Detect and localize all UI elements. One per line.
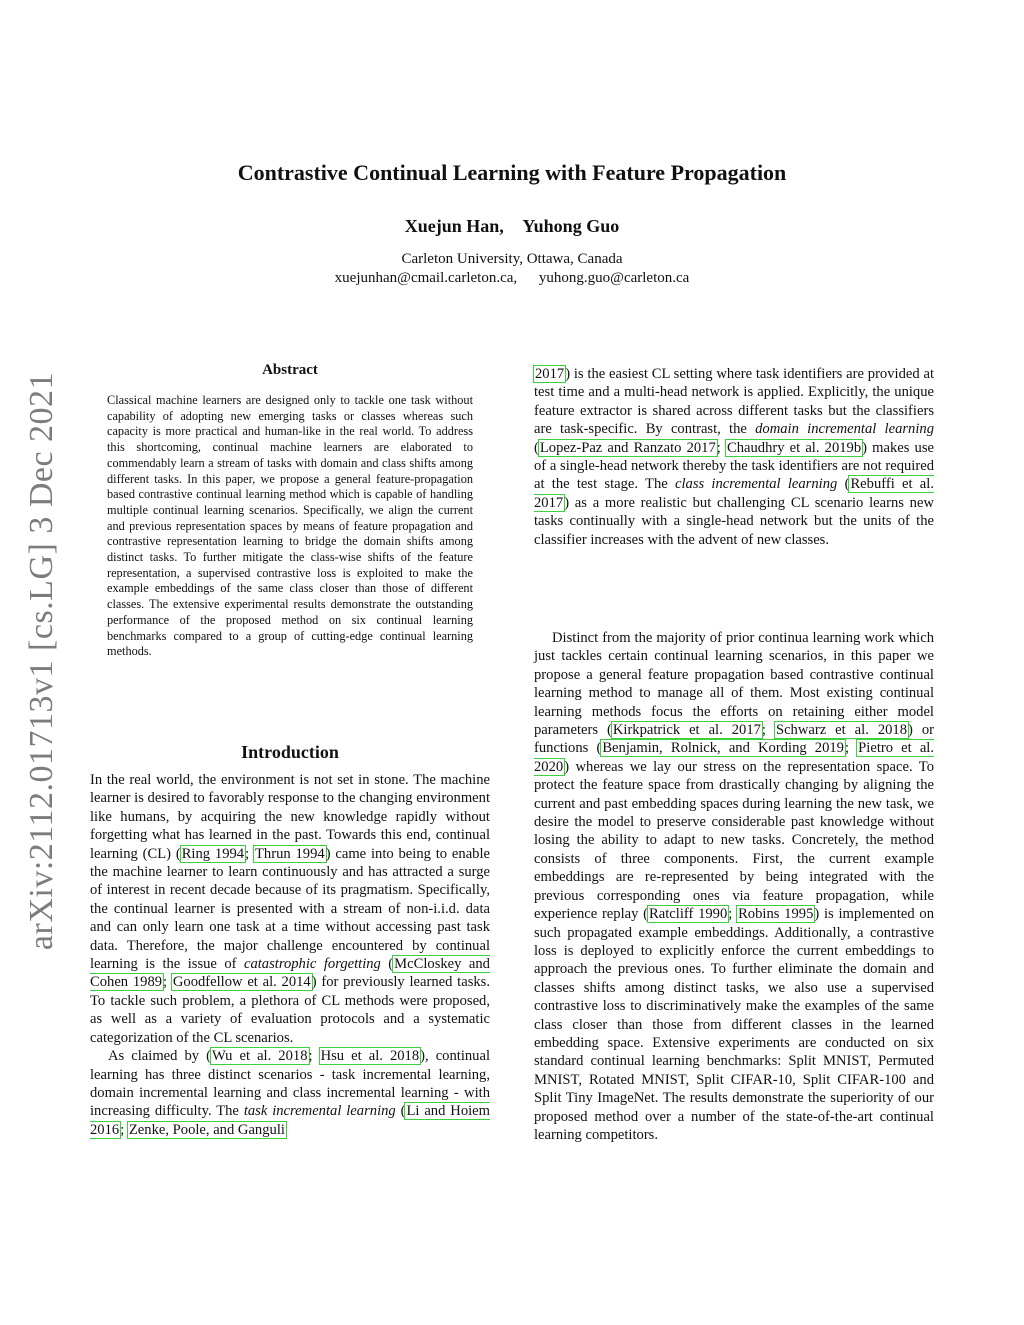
introduction-heading: Introduction (241, 742, 339, 762)
abstract-text: Classical machine learners are designed only to tackle one task without capability of adopting new emerging tasks or classes whereas such capacity is more practical and human-like in the real world. To address this shortcoming, continual machine learners are elaborated to commendably learn a stream of tasks with domain and class shifts among different tasks. In this paper, we propose a general feature-propagation based contrastive continual learning method which is capable of handling multiple continual learning scenarios. Specifically, we align the current and previous representation spaces by means of feature propagation and contrastive representation learning to bridge the domain shifts among distinct tasks. To further mitigate the class-wise shifts of the feature representation, a supervised contrastive loss is exploited to make the example embeddings of the same class closer than those of different classes. The extensive experimental results demonstrate the outstanding performance of the proposed method on six continual learning benchmarks compared to a group of cutting-edge continual learning methods. (107, 393, 473, 659)
email-list (0, 269, 1024, 288)
author-email[interactable]: xuejunhan@cmail.carleton.ca, (334, 270, 518, 286)
author-name: Yuhong Guo (522, 216, 620, 236)
citation-link[interactable]: Schwarz et al. 2018 (775, 722, 908, 739)
text-run: In the real world, the environment is not set in stone. The machine learner is desired to favorably response to the changing environment like humans, by acquiring the new knowledge rapidly without forgetting what has learned in the past. Towards this end, continual learning (CL) ( (90, 772, 490, 862)
author-email[interactable]: yuhong.guo@carleton.ca (538, 270, 690, 286)
text-run: ), continual learning has three distinct scenarios - task incremental learning, domain incremental learning and class incremental learning - with increasing difficulty. The (90, 1048, 490, 1120)
arxiv-stamp (22, 362, 62, 960)
text-run: ( (380, 956, 394, 973)
text-run: ; (844, 740, 858, 757)
citation-link[interactable]: Rebuffi et al. 2017 (534, 476, 934, 511)
introduction-section (90, 742, 490, 1139)
citation-link[interactable]: Li and Hoiem 2016 (90, 1103, 491, 1138)
text-run: ) for previously learned tasks. To tackle such problem, a plethora of CL methods were proposed, as well as a variety of evaluation protocols and a systematic categorization of the CL scenarios. (90, 974, 491, 1046)
emphasis-term: task incremental learning (243, 1103, 396, 1120)
text-run: ) is implemented on such propagated example embeddings. Additionally, a contrastive loss is deployed to explicitly enforce the current embeddings to approach the previous ones. To further eliminate the domain and classes shifts among distinct tasks, we also use a supervised contrastive loss to discriminatively make the examples of the same class closer than those from different classes in the learned embedding space. Extensive experiments are conducted on six standard continual learning benchmarks: Split MNIST, Permuted MNIST, Rotated MNIST, Split CIFAR-10, Split CIFAR-100 and Split Tiny ImageNet. The results demonstrate the superiority of our proposed method over a number of the state-of-the-art continual learning competitors. (534, 906, 934, 1143)
author-name: Xuejun Han, (404, 216, 504, 236)
intro-paragraph (90, 1047, 490, 1139)
text-run: ; (761, 722, 775, 739)
affiliation: Carleton University, Ottawa, Canada (401, 251, 623, 267)
citation-link[interactable]: Goodfellow et al. 2014 (172, 974, 311, 991)
text-run: ; (120, 1121, 128, 1138)
arxiv-id: arXiv:2112.01713v1 [cs.LG] 3 Dec 2021 (23, 371, 60, 951)
text-run: ) whereas we lay our stress on the representation space. To protect the feature space from drastically changing by aligning the current and past embedding spaces during learning the new task, we desire the model to preserve considerable past knowledge without losing the ability to adapt to new tasks. Concretely, the method consists of three components. First, the current example embeddings are re-represented by being integrated with the previous corresponding ones via feature propagation, while experience replay ( (534, 758, 934, 923)
abstract-heading: Abstract (262, 362, 318, 378)
author-list (0, 216, 1024, 237)
text-run: ( (395, 1103, 406, 1120)
affiliation-block (0, 250, 1024, 288)
citation-link[interactable]: Lopez-Paz and Ranzato 2017 (539, 439, 716, 456)
paper-title: Contrastive Continual Learning with Feature Propagation (237, 160, 787, 185)
text-run: ; (716, 439, 726, 456)
text-run: Distinct from the majority of prior continua learning work which just tackles certain continual learning scenarios, in this paper we propose a general feature propagation based contrastive continual learning method to manage all of them. Most existing continual learning methods focus the efforts on retaining either model parameters ( (534, 630, 934, 739)
citation-link[interactable]: Ratcliff 1990 (649, 906, 728, 923)
text-run: ) or functions ( (534, 722, 935, 757)
text-run: ) came into being to enable the machine learner to learn continuously and has attracted a surge of interest in recent decade because of its pragmatism. Specifically, the continual learner is presented with a stream of non-i.i.d. data and can only learn one task at a time without accessing past task data. Therefore, the major challenge encountered by continual learning is the issue of (90, 845, 491, 973)
text-run: ; (308, 1048, 320, 1065)
citation-link[interactable]: Kirkpatrick et al. 2017 (612, 722, 761, 739)
citation-link[interactable]: Pietro et al. 2020 (534, 740, 935, 775)
text-run: As claimed by ( (108, 1048, 211, 1065)
citation-link[interactable]: Thrun 1994 (255, 845, 325, 862)
body-paragraph (534, 365, 934, 549)
emphasis-term: catastrophic forgetting (243, 956, 381, 973)
text-run: ) is the easiest CL setting where task identifiers are provided at test time and a multi-head network is applied. Explicitly, the unique feature extractor is shared across different tasks but the classifiers are task-specific. By contrast, the (534, 366, 934, 438)
right-column-bottom (534, 629, 934, 1144)
citation-link[interactable]: Robins 1995 (738, 906, 814, 923)
text-run: ) makes use of a single-head network thereby the task identifiers are not required at the test stage. The (534, 439, 935, 493)
abstract-section (107, 362, 473, 660)
citation-link[interactable]: Wu et al. 2018 (211, 1048, 308, 1065)
text-run: ) as a more realistic but challenging CL scenario learns new tasks continually with a single-head network but the units of the classifier increases with the advent of new classes. (534, 494, 934, 548)
text-run: ; (245, 845, 254, 862)
citation-link[interactable]: Benjamin, Rolnick, and Kording 2019 (602, 740, 844, 757)
emphasis-term: domain incremental learning (755, 421, 935, 438)
citation-link[interactable]: Ring 1994 (181, 845, 245, 862)
citation-link[interactable]: 2017 (535, 366, 565, 382)
right-column-top (534, 365, 934, 549)
text-run: ; (728, 906, 738, 923)
body-paragraph (534, 629, 934, 1144)
citation-link[interactable]: Zenke, Poole, and Ganguli (128, 1121, 285, 1138)
text-run: ( (534, 439, 539, 456)
emphasis-term: class incremental learning (674, 476, 838, 493)
citation-link[interactable]: Hsu et al. 2018 (320, 1048, 420, 1065)
text-run: ( (837, 476, 850, 493)
text-run: ; (163, 974, 172, 991)
citation-link[interactable]: Chaudhry et al. 2019b (726, 439, 862, 456)
citation-link[interactable]: McCloskey and Cohen 1989 (90, 956, 490, 991)
intro-paragraph (90, 771, 490, 1047)
